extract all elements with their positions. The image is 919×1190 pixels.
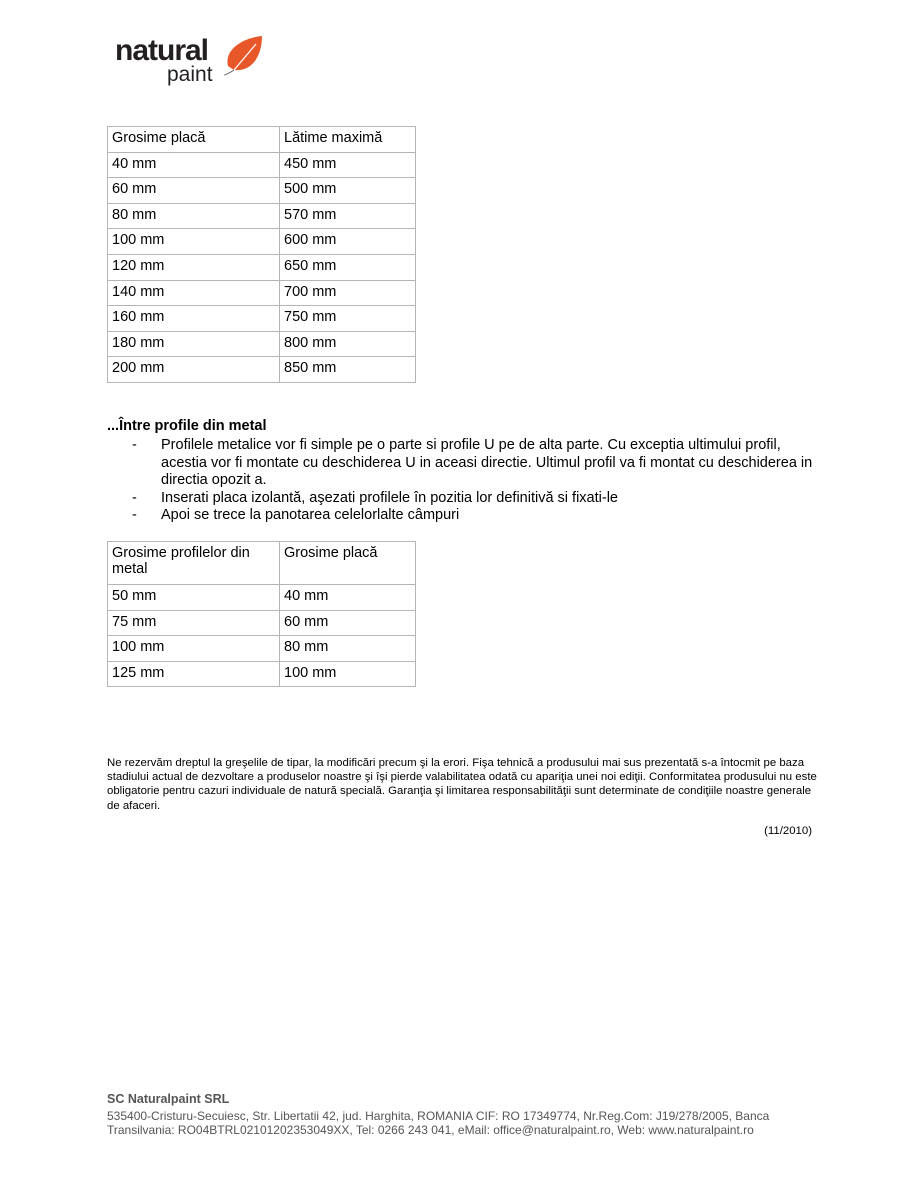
table-row	[108, 357, 416, 383]
table-header: Lătime maximă	[280, 127, 416, 153]
list-item	[107, 507, 817, 525]
logo-word-paint: paint	[167, 63, 213, 86]
table-row	[108, 254, 416, 280]
table-row	[108, 636, 416, 662]
table-cell: 450 mm	[280, 152, 416, 178]
table-cell: 75 mm	[108, 610, 280, 636]
profile-thickness-table	[107, 541, 416, 687]
table-header: Grosime placă	[108, 127, 280, 153]
table-cell: 80 mm	[280, 636, 416, 662]
list-item-text: Apoi se trece la panotarea celelorlalte câmpuri	[161, 507, 460, 523]
table-row	[108, 203, 416, 229]
table-cell: 40 mm	[108, 152, 280, 178]
table-cell: 850 mm	[280, 357, 416, 383]
table-cell: 60 mm	[108, 178, 280, 204]
list-item	[107, 437, 817, 490]
table-cell: 120 mm	[108, 254, 280, 280]
bullet-marker: -	[132, 507, 137, 523]
list-item-text: Profilele metalice vor fi simple pe o parte si profile U pe de alta parte. Cu exceptia ultimului profil, acestia vor fi montate cu deschiderea U in aceasi directie. Ultimul profil va fi montat cu deschiderea in directia opozit a.	[161, 437, 813, 488]
table-row	[108, 306, 416, 332]
table-cell: 800 mm	[280, 331, 416, 357]
table-cell: 40 mm	[280, 585, 416, 611]
table-row	[108, 331, 416, 357]
table-row	[108, 280, 416, 306]
company-name: SC Naturalpaint SRL	[107, 1092, 230, 1106]
table-cell: 750 mm	[280, 306, 416, 332]
table-cell: 50 mm	[108, 585, 280, 611]
list-item	[107, 490, 817, 508]
table-cell: 600 mm	[280, 229, 416, 255]
table-cell: 180 mm	[108, 331, 280, 357]
table-row	[108, 178, 416, 204]
table-cell: 160 mm	[108, 306, 280, 332]
footer-contact: Transilvania: RO04BTRL02101202353049XX, Tel: 0266 243 041, eMail: office@naturalpaint.ro, Web: www.naturalpaint.ro	[107, 1123, 754, 1137]
table-cell: 650 mm	[280, 254, 416, 280]
table-cell: 700 mm	[280, 280, 416, 306]
table-cell: 60 mm	[280, 610, 416, 636]
instruction-list	[107, 437, 817, 525]
footer	[107, 1092, 769, 1138]
natural-paint-logo	[112, 34, 272, 94]
table-cell: 125 mm	[108, 661, 280, 687]
max-width-table	[107, 126, 416, 383]
table-header: Grosime placă	[280, 542, 416, 585]
table-cell: 80 mm	[108, 203, 280, 229]
leaf-icon	[224, 36, 264, 78]
logo-word-natural: natural	[115, 34, 209, 67]
table-row	[108, 661, 416, 687]
bullet-marker: -	[132, 489, 137, 506]
table-row	[108, 229, 416, 255]
table-cell: 570 mm	[280, 203, 416, 229]
table-cell: 100 mm	[108, 636, 280, 662]
table-cell: 200 mm	[108, 357, 280, 383]
table-cell: 140 mm	[108, 280, 280, 306]
footer-address: 535400-Cristuru-Secuiesc, Str. Libertatii 42, jud. Harghita, ROMANIA CIF: RO 17349774, Nr.Reg.Com: J19/278/2005, Banca	[107, 1108, 770, 1123]
disclaimer-text: Ne rezervăm dreptul la greşelile de tipar, la modificări precum şi la erori. Fişa tehnică a produsului mai sus prezentată s-a întocmit pe baza stadiului actual de dezvoltare a produselor noastre şi îşi pierde valabilitatea odată cu apariţia unei noi ediţii. Conformitatea produsului nu este obligatorie pentru cazuri individuale de natură specială. Garanţia şi limitarea responsabilităţii sunt determinate de condiţiile noastre generale de afaceri.	[107, 757, 817, 812]
table-cell: 500 mm	[280, 178, 416, 204]
table-row	[108, 585, 416, 611]
table-cell: 100 mm	[108, 229, 280, 255]
table-cell: 100 mm	[280, 661, 416, 687]
table-row	[108, 152, 416, 178]
revision-date: (11/2010)	[764, 825, 812, 837]
table-header: Grosime profilelor din metal	[108, 542, 280, 585]
list-item-text: Inserati placa izolantă, aşezati profilele în pozitia lor definitivă si fixati-le	[161, 489, 618, 506]
section-heading: ...Între profile din metal	[107, 418, 267, 434]
table-row	[108, 610, 416, 636]
bullet-marker: -	[132, 437, 137, 453]
